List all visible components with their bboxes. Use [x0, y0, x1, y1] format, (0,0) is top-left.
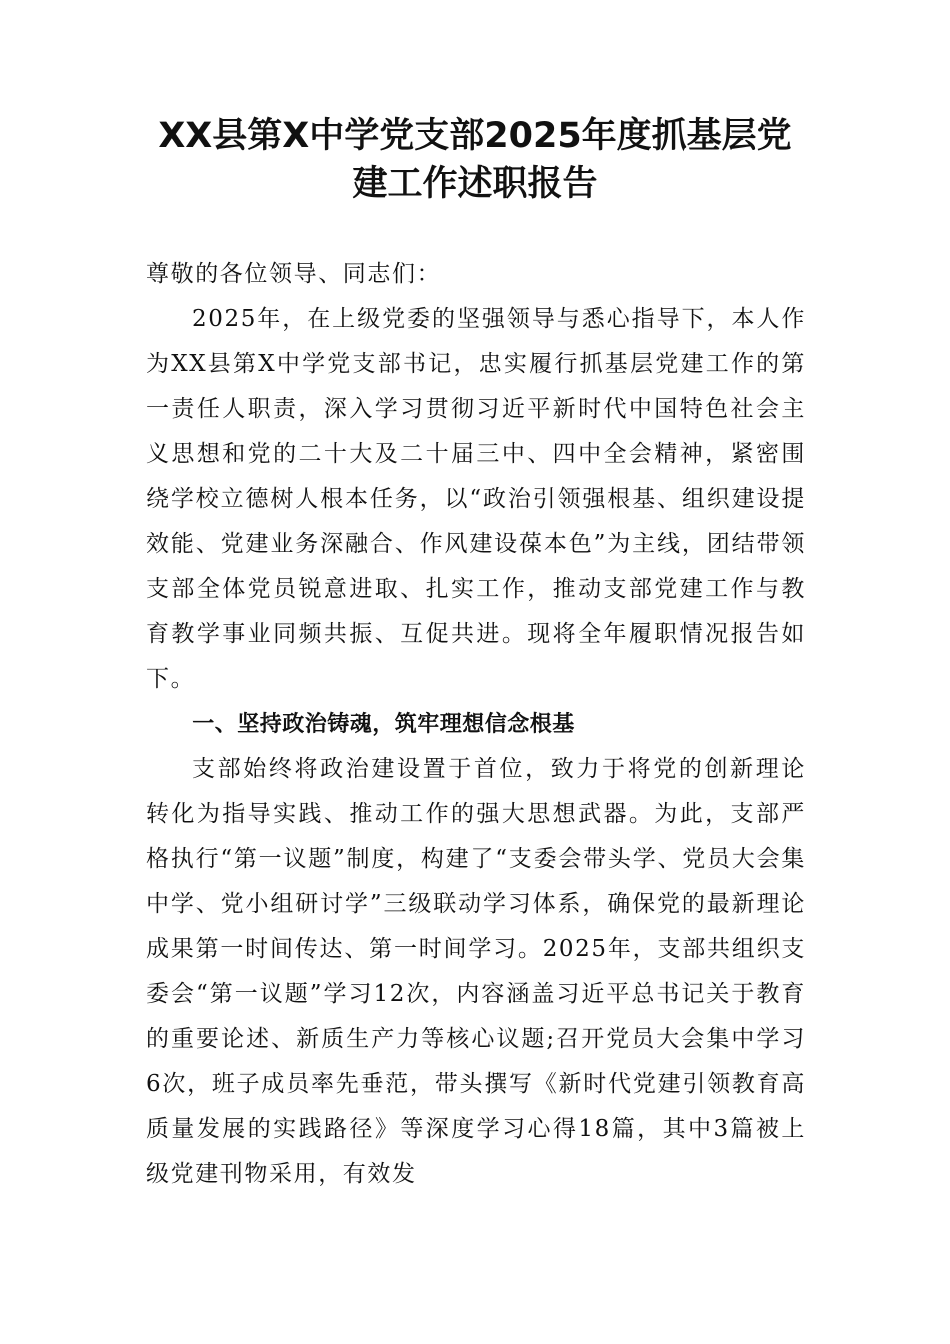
title-line-1: XX县第X中学党支部2025年度抓基层党	[158, 116, 792, 156]
document-body	[146, 252, 806, 1197]
section-1-paragraph: 支部始终将政治建设置于首位，致力于将党的创新理论转化为指导实践、推动工作的强大思想武器。为此，支部严格执行“第一议题”制度，构建了“支委会带头学、党员大会集中学、党小组研讨学”三级联动学习体系，确保党的最新理论成果第一时间传达、第一时间学习。2025年，支部共组织支委会“第一议题”学习12次，内容涵盖习近平总书记关于教育的重要论述、新质生产力等核心议题;召开党员大会集中学习6次，班子成员率先垂范，带头撰写《新时代党建引领教育高质量发展的实践路径》等深度学习心得18篇，其中3篇被上级党建刊物采用，有效发	[146, 756, 806, 1187]
title-line-2: 建工作述职报告	[352, 164, 598, 204]
section-heading-1: 一、坚持政治铸魂，筑牢理想信念根基	[192, 712, 575, 737]
document-title	[120, 112, 830, 208]
intro-paragraph: 2025年，在上级党委的坚强领导与悉心指导下，本人作为XX县第X中学党支部书记，忠实履行抓基层党建工作的第一责任人职责，深入学习贯彻习近平新时代中国特色社会主义思想和党的二十大及二十届三中、四中全会精神，紧密围绕学校立德树人根本任务，以“政治引领强根基、组织建设提效能、党建业务深融合、作风建设葆本色”为主线，团结带领支部全体党员锐意进取、扎实工作，推动支部党建工作与教育教学事业同频共振、互促共进。现将全年履职情况报告如下。	[146, 306, 806, 692]
salutation: 尊敬的各位领导、同志们：	[146, 261, 442, 287]
